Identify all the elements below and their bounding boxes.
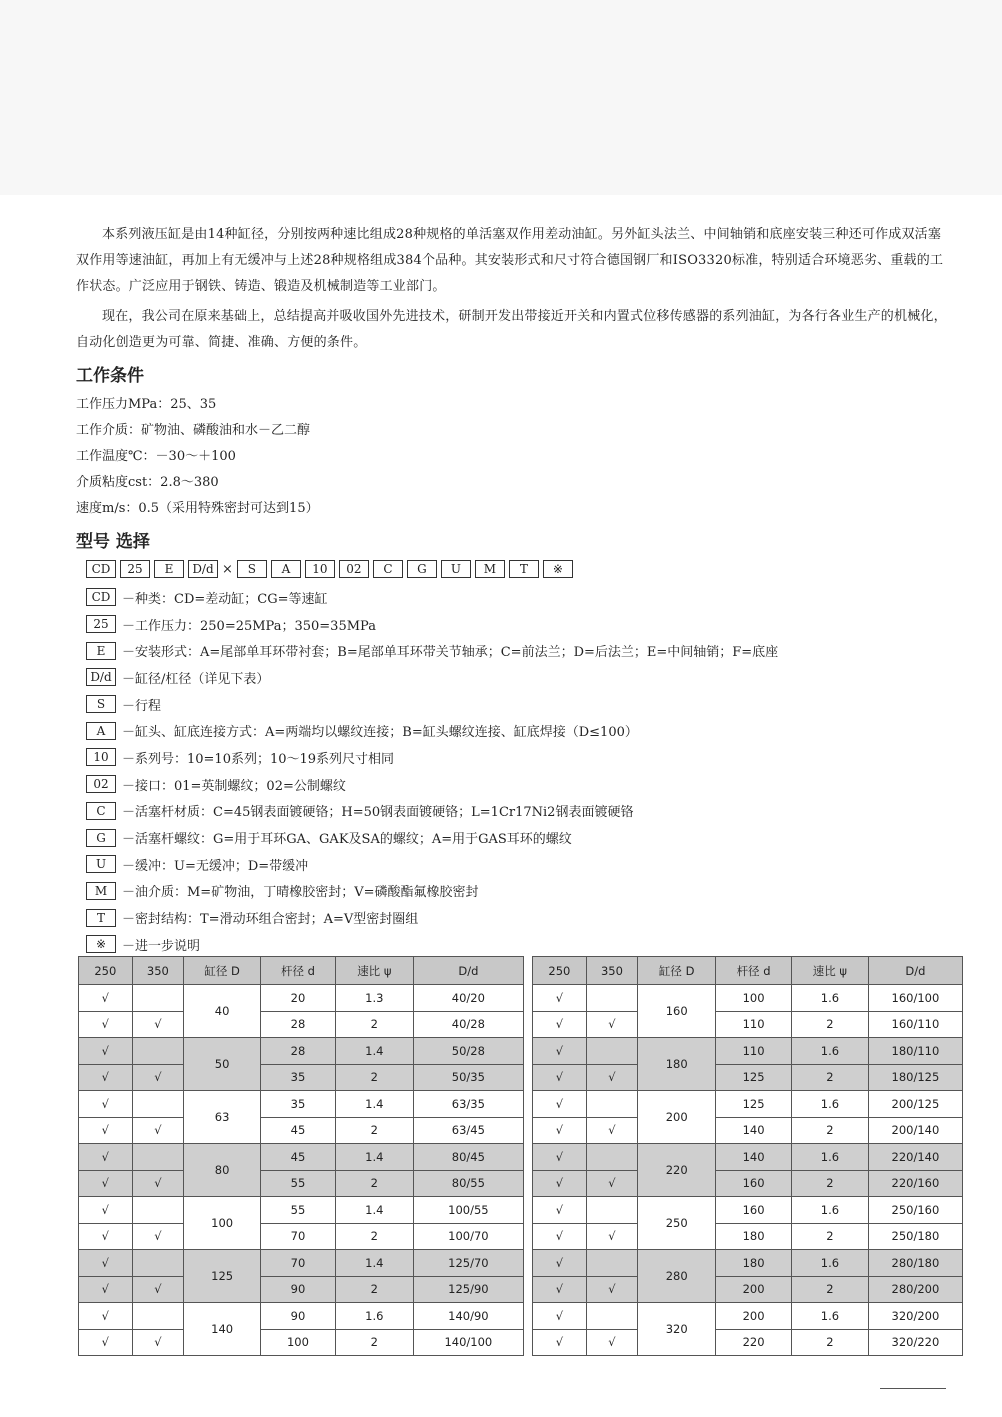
option-stroke [86, 691, 952, 718]
cell-350 [132, 1197, 184, 1224]
cell-ratio: 2 [791, 1011, 868, 1038]
cell-rod: 180 [716, 1223, 792, 1250]
cell-250: √ [79, 1250, 133, 1277]
option-code: D/d [86, 668, 116, 686]
option-seal [86, 904, 952, 931]
option-code: 10 [86, 748, 116, 766]
cell-350 [586, 985, 638, 1012]
cell-rod: 35 [261, 1091, 336, 1118]
cell-dd: 280/180 [868, 1250, 962, 1277]
cell-rod: 55 [261, 1170, 336, 1197]
cell-350: √ [132, 1170, 184, 1197]
cell-bore: 180 [638, 1038, 716, 1091]
cell-dd: 320/200 [868, 1303, 962, 1330]
cell-rod: 160 [716, 1170, 792, 1197]
cell-bore: 80 [184, 1144, 261, 1197]
cell-ratio: 2 [335, 1011, 413, 1038]
cell-dd: 40/20 [413, 985, 523, 1012]
cell-bore: 140 [184, 1303, 261, 1356]
model-code-box: T [509, 560, 539, 578]
option-code: 25 [86, 615, 116, 633]
cell-250: √ [533, 1329, 587, 1356]
condition-viscosity: 介质粘度cst：2.8～380 [76, 475, 219, 490]
cell-ratio: 1.3 [335, 985, 413, 1012]
cell-dd: 180/110 [868, 1038, 962, 1065]
cell-rod: 55 [261, 1197, 336, 1224]
option-text: －系列号：10=10系列；10～19系列尺寸相同 [122, 751, 395, 767]
option-rod-thread [86, 824, 952, 851]
cell-bore: 160 [638, 985, 716, 1038]
table-gap [523, 957, 532, 985]
cell-dd: 140/90 [413, 1303, 523, 1330]
cell-250: √ [533, 985, 587, 1012]
model-code-box: S [237, 560, 267, 578]
table-row [79, 985, 963, 1012]
cell-250: √ [79, 1038, 133, 1065]
cell-ratio: 1.6 [791, 1197, 868, 1224]
cell-350 [132, 1038, 184, 1065]
cell-dd: 250/180 [868, 1223, 962, 1250]
cell-250: √ [533, 1170, 587, 1197]
cell-bore: 63 [184, 1091, 261, 1144]
cell-250: √ [79, 1303, 133, 1330]
header-rod: 杆径 d [261, 957, 336, 985]
option-note [86, 931, 952, 958]
option-text: －安装形式：A=尾部单耳环带衬套；B=尾部单耳环带关节轴承；C=前法兰；D=后法兰；E=中间轴销；F=底座 [122, 645, 779, 661]
page-top-band [0, 0, 1002, 195]
cell-ratio: 1.6 [791, 1038, 868, 1065]
cell-rod: 28 [261, 1011, 336, 1038]
cell-dd: 125/90 [413, 1276, 523, 1303]
condition-pressure: 工作压力MPa：25、35 [76, 397, 217, 412]
cell-250: √ [533, 1250, 587, 1277]
option-text: －活塞杆螺纹：G=用于耳环GA、GAK及SA的螺纹；A=用于GAS耳环的螺纹 [122, 832, 572, 848]
cell-250: √ [79, 1197, 133, 1224]
option-code: M [86, 882, 116, 900]
cell-bore: 250 [638, 1197, 716, 1250]
cell-dd: 140/100 [413, 1329, 523, 1356]
cell-rod: 110 [716, 1038, 792, 1065]
option-text: －缸径/杠径（详见下表） [122, 671, 270, 687]
cell-350 [132, 1303, 184, 1330]
cell-350: √ [132, 1117, 184, 1144]
cell-250: √ [533, 1091, 587, 1118]
cell-ratio: 1.6 [791, 1303, 868, 1330]
option-connection [86, 717, 952, 744]
cell-250: √ [79, 1011, 133, 1038]
cell-ratio: 2 [335, 1170, 413, 1197]
cell-ratio: 2 [791, 1223, 868, 1250]
cell-ratio: 2 [791, 1064, 868, 1091]
cell-ratio: 2 [791, 1170, 868, 1197]
model-code-box: U [441, 560, 471, 578]
cell-dd: 220/140 [868, 1144, 962, 1171]
option-code: ※ [86, 935, 116, 953]
option-code: T [86, 909, 116, 927]
option-code: U [86, 855, 116, 873]
option-code: C [86, 802, 116, 820]
cell-dd: 220/160 [868, 1170, 962, 1197]
cell-250: √ [79, 1276, 133, 1303]
cell-350 [132, 1250, 184, 1277]
cell-ratio: 1.4 [335, 1038, 413, 1065]
option-mounting [86, 637, 952, 664]
table-gap [523, 1091, 532, 1118]
cell-bore: 320 [638, 1303, 716, 1356]
table-gap [523, 1223, 532, 1250]
cell-bore: 220 [638, 1144, 716, 1197]
cell-rod: 200 [716, 1303, 792, 1330]
cell-250: √ [79, 985, 133, 1012]
cell-rod: 125 [716, 1064, 792, 1091]
option-oil [86, 878, 952, 905]
cell-rod: 28 [261, 1038, 336, 1065]
cell-dd: 160/110 [868, 1011, 962, 1038]
cell-rod: 220 [716, 1329, 792, 1356]
cell-250: √ [533, 1303, 587, 1330]
header-bore: 缸径 D [184, 957, 261, 985]
cell-350 [586, 1144, 638, 1171]
header-dd: D/d [413, 957, 523, 985]
cell-rod: 45 [261, 1144, 336, 1171]
cell-ratio: 1.4 [335, 1197, 413, 1224]
cell-250: √ [79, 1223, 133, 1250]
cell-250: √ [533, 1276, 587, 1303]
table-row [79, 1091, 963, 1118]
cell-250: √ [79, 1091, 133, 1118]
option-port [86, 771, 952, 798]
cell-bore: 125 [184, 1250, 261, 1303]
option-code: S [86, 695, 116, 713]
cell-dd: 180/125 [868, 1064, 962, 1091]
cell-bore: 280 [638, 1250, 716, 1303]
option-code: G [86, 829, 116, 847]
cell-dd: 63/45 [413, 1117, 523, 1144]
cell-350: √ [132, 1223, 184, 1250]
cell-rod: 70 [261, 1223, 336, 1250]
cell-250: √ [533, 1038, 587, 1065]
cell-ratio: 1.6 [791, 985, 868, 1012]
cell-350: √ [586, 1011, 638, 1038]
cell-250: √ [79, 1117, 133, 1144]
cell-ratio: 1.4 [335, 1250, 413, 1277]
cell-rod: 70 [261, 1250, 336, 1277]
table-row [79, 1144, 963, 1171]
cell-250: √ [533, 1197, 587, 1224]
model-code-box: E [154, 560, 184, 578]
cell-dd: 80/55 [413, 1170, 523, 1197]
option-pressure [86, 611, 952, 638]
header-250: 250 [533, 957, 587, 985]
option-cushion [86, 851, 952, 878]
cell-ratio: 1.6 [335, 1303, 413, 1330]
cell-rod: 125 [716, 1091, 792, 1118]
cell-250: √ [79, 1064, 133, 1091]
option-code: 02 [86, 775, 116, 793]
cell-350 [586, 1250, 638, 1277]
option-code: E [86, 642, 116, 660]
cell-bore: 40 [184, 985, 261, 1038]
cell-dd: 125/70 [413, 1250, 523, 1277]
cell-rod: 20 [261, 985, 336, 1012]
cell-rod: 90 [261, 1276, 336, 1303]
cell-350 [586, 1038, 638, 1065]
spec-table [78, 956, 963, 1356]
table-gap [523, 1117, 532, 1144]
cell-rod: 100 [716, 985, 792, 1012]
condition-temperature: 工作温度℃：－30～＋100 [76, 449, 236, 464]
table-row [79, 1250, 963, 1277]
model-code-times: × [222, 561, 233, 577]
cell-rod: 200 [716, 1276, 792, 1303]
option-text: －缸头、缸底连接方式：A=两端均以螺纹连接；B=缸头螺纹连接、缸底焊接（D≤100） [122, 725, 638, 741]
option-text: －行程 [122, 698, 162, 714]
model-code-box: 25 [120, 560, 150, 578]
cell-rod: 35 [261, 1064, 336, 1091]
cell-dd: 63/35 [413, 1091, 523, 1118]
model-code-box: D/d [188, 560, 218, 578]
cell-ratio: 2 [335, 1117, 413, 1144]
table-gap [523, 1197, 532, 1224]
header-350: 350 [586, 957, 638, 985]
cell-350 [132, 985, 184, 1012]
cell-ratio: 2 [791, 1117, 868, 1144]
table-row [79, 1038, 963, 1065]
cell-dd: 200/140 [868, 1117, 962, 1144]
model-code-box: C [373, 560, 403, 578]
cell-350: √ [586, 1117, 638, 1144]
option-text: －进一步说明 [122, 938, 201, 954]
cell-350: √ [132, 1329, 184, 1356]
cell-rod: 90 [261, 1303, 336, 1330]
cell-rod: 140 [716, 1117, 792, 1144]
cell-dd: 80/45 [413, 1144, 523, 1171]
option-series [86, 744, 952, 771]
cell-rod: 180 [716, 1250, 792, 1277]
cell-350: √ [132, 1276, 184, 1303]
cell-250: √ [533, 1223, 587, 1250]
header-350: 350 [132, 957, 184, 985]
cell-250: √ [533, 1064, 587, 1091]
cell-dd: 100/55 [413, 1197, 523, 1224]
spec-table-body [79, 985, 963, 1356]
cell-bore: 100 [184, 1197, 261, 1250]
option-code: A [86, 722, 116, 740]
header-rod: 杆径 d [716, 957, 792, 985]
cell-rod: 160 [716, 1197, 792, 1224]
cell-ratio: 1.6 [791, 1250, 868, 1277]
option-code: CD [86, 588, 116, 606]
table-row [79, 1197, 963, 1224]
header-250: 250 [79, 957, 133, 985]
header-bore: 缸径 D [638, 957, 716, 985]
model-code-box: CD [86, 560, 116, 578]
cell-ratio: 2 [791, 1329, 868, 1356]
cell-rod: 100 [261, 1329, 336, 1356]
table-gap [523, 1064, 532, 1091]
cell-ratio: 1.4 [335, 1144, 413, 1171]
model-code-row [86, 558, 952, 580]
cell-rod: 45 [261, 1117, 336, 1144]
cell-dd: 40/28 [413, 1011, 523, 1038]
table-gap [523, 1303, 532, 1330]
cell-350 [586, 1303, 638, 1330]
model-code-box: M [475, 560, 505, 578]
header-ratio: 速比 ψ [791, 957, 868, 985]
cell-250: √ [79, 1144, 133, 1171]
table-gap [523, 1276, 532, 1303]
table-gap [523, 1011, 532, 1038]
option-text: －缓冲：U=无缓冲；D=带缓冲 [122, 858, 309, 874]
model-code-box: 02 [339, 560, 369, 578]
option-text: －种类：CD=差动缸；CG=等速缸 [122, 591, 328, 607]
table-gap [523, 1170, 532, 1197]
cell-ratio: 2 [335, 1223, 413, 1250]
cell-350: √ [586, 1223, 638, 1250]
cell-350 [132, 1144, 184, 1171]
cell-350: √ [132, 1011, 184, 1038]
cell-dd: 50/35 [413, 1064, 523, 1091]
cell-ratio: 2 [335, 1064, 413, 1091]
model-code-box: ※ [543, 560, 573, 578]
model-options-list [76, 584, 952, 958]
content-area [76, 222, 952, 958]
cell-350 [132, 1091, 184, 1118]
model-code-box: G [407, 560, 437, 578]
cell-dd: 160/100 [868, 985, 962, 1012]
cell-rod: 140 [716, 1144, 792, 1171]
model-code-box: 10 [305, 560, 335, 578]
option-text: －活塞杆材质：C=45钢表面镀硬铬；H=50钢表面镀硬铬；L=1Cr17Ni2钢表面镀硬铬 [122, 805, 634, 821]
cell-250: √ [79, 1170, 133, 1197]
cell-250: √ [533, 1117, 587, 1144]
cell-350: √ [586, 1276, 638, 1303]
cell-ratio: 1.6 [791, 1144, 868, 1171]
table-gap [523, 1250, 532, 1277]
table-gap [523, 1329, 532, 1356]
cell-350: √ [586, 1329, 638, 1356]
table-gap [523, 985, 532, 1012]
option-text: －工作压力：250=25MPa；350=35MPa [122, 618, 376, 634]
cell-250: √ [79, 1329, 133, 1356]
intro-paragraph-2: 现在，我公司在原来基础上，总结提高并吸收国外先进技术，研制开发出带接近开关和内置式位移传感器的系列油缸，为各行各业生产的机械化，自动化创造更为可靠、简捷、准确、方便的条件。 [76, 309, 947, 350]
option-text: －接口：01=英制螺纹；02=公制螺纹 [122, 778, 346, 794]
intro-paragraph-1: 本系列液压缸是由14种缸径，分别按两种速比组成28种规格的单活塞双作用差动油缸。另外缸头法兰、中间轴销和底座安装三种还可作成双活塞双作用等速油缸，再加上有无缓冲与上述28种规格组成384个品种。其安装形式和尺寸符合德国钢厂和ISO3320标准，特别适合环境恶劣、重载的工作状态。广泛应用于钢铁、铸造、锻造及机械制造等工业部门。 [76, 227, 944, 294]
cell-bore: 50 [184, 1038, 261, 1091]
table-row [79, 1303, 963, 1330]
cell-350 [586, 1197, 638, 1224]
cell-ratio: 1.4 [335, 1091, 413, 1118]
condition-medium: 工作介质：矿物油、磷酸油和水－乙二醇 [76, 423, 311, 438]
spec-table-header [79, 957, 963, 985]
cell-dd: 280/200 [868, 1276, 962, 1303]
cell-350: √ [586, 1170, 638, 1197]
cell-bore: 200 [638, 1091, 716, 1144]
option-bore [86, 664, 952, 691]
cell-350: √ [132, 1064, 184, 1091]
header-dd: D/d [868, 957, 962, 985]
cell-dd: 50/28 [413, 1038, 523, 1065]
cell-350: √ [586, 1064, 638, 1091]
table-gap [523, 1144, 532, 1171]
option-text: －密封结构：T=滑动环组合密封；A=V型密封圈组 [122, 912, 419, 928]
cell-dd: 320/220 [868, 1329, 962, 1356]
condition-speed: 速度m/s：0.5（采用特殊密封可达到15） [76, 501, 319, 516]
model-heading: 型号 选择 [76, 532, 150, 552]
conditions-heading: 工作条件 [76, 366, 144, 386]
cell-350 [586, 1091, 638, 1118]
cell-ratio: 1.6 [791, 1091, 868, 1118]
cell-ratio: 2 [791, 1276, 868, 1303]
footer-rule [880, 1388, 946, 1389]
cell-dd: 200/125 [868, 1091, 962, 1118]
cell-250: √ [533, 1011, 587, 1038]
model-code-box: A [271, 560, 301, 578]
header-ratio: 速比 ψ [335, 957, 413, 985]
option-type [86, 584, 952, 611]
cell-rod: 110 [716, 1011, 792, 1038]
cell-dd: 100/70 [413, 1223, 523, 1250]
cell-250: √ [533, 1144, 587, 1171]
option-text: －油介质：M=矿物油，丁晴橡胶密封；V=磷酸酯氟橡胶密封 [122, 885, 479, 901]
cell-dd: 250/160 [868, 1197, 962, 1224]
cell-ratio: 2 [335, 1276, 413, 1303]
table-gap [523, 1038, 532, 1065]
cell-ratio: 2 [335, 1329, 413, 1356]
option-rod-material [86, 798, 952, 825]
